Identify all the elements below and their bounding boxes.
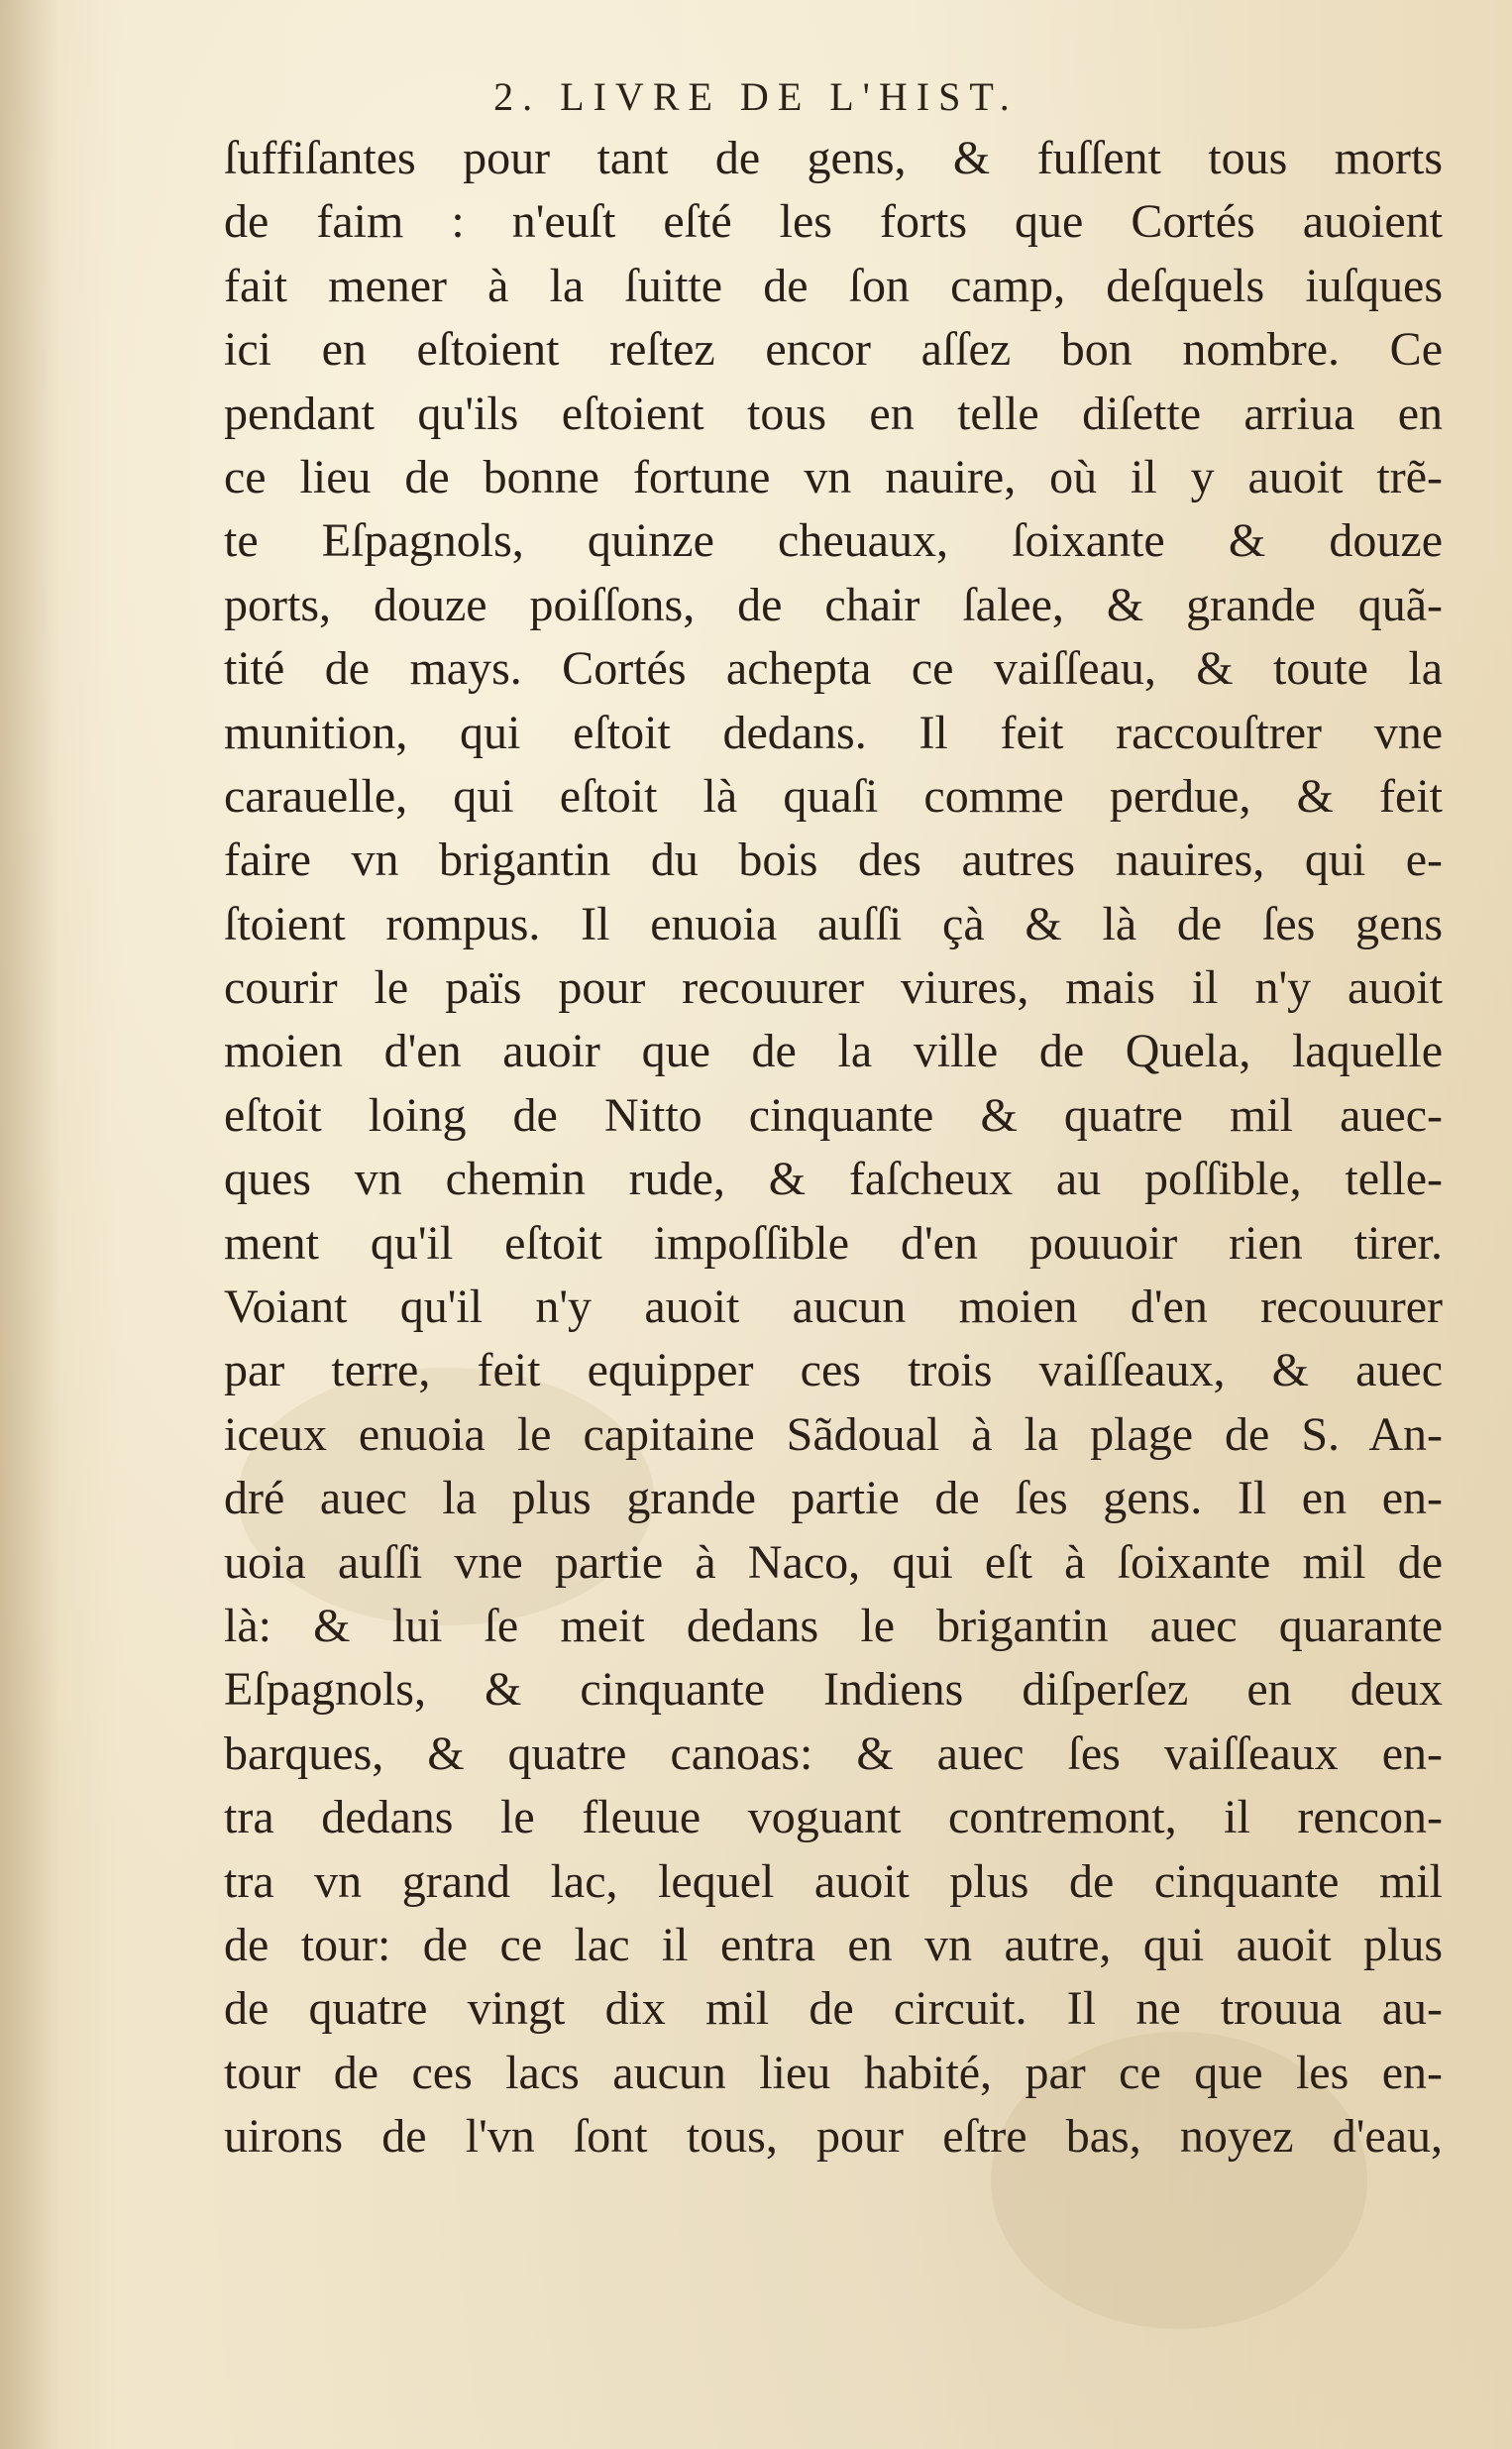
text-line: Eſpagnols, & cinquante Indiens diſperſez en deux xyxy=(224,1663,1443,1717)
text-line: ports, douze poiſſons, de chair ſalee, & grande quã- xyxy=(224,578,1443,631)
text-line: ques vn chemin rude, & faſcheux au poſſible, telle- xyxy=(224,1153,1443,1206)
text-line: de quatre vingt dix mil de circuit. Il ne trouua au- xyxy=(224,1982,1443,2036)
text-line: uirons de l'vn ſont tous, pour eſtre bas, noyez d'eau, xyxy=(224,2110,1443,2164)
text-line: barques, & quatre canoas: & auec ſes vaiſſeaux en- xyxy=(224,1726,1443,1780)
text-line: de tour: de ce lac il entra en vn autre, qui auoit plus xyxy=(224,1918,1443,1971)
text-line: dré auec la plus grande partie de ſes gens. Il en en- xyxy=(224,1472,1443,1525)
running-header: 2. LIVRE DE L'HIST. xyxy=(493,74,1019,119)
text-line: ment qu'il eſtoit impoſſible d'en pouuoir rien tirer. xyxy=(224,1216,1443,1270)
text-line: moien d'en auoir que de la ville de Quela, laquelle xyxy=(224,1025,1443,1078)
text-line: tra dedans le fleuue voguant contremont, il rencon- xyxy=(224,1791,1443,1844)
text-line: te Eſpagnols, quinze cheuaux, ſoixante & douze xyxy=(224,514,1443,568)
text-line: ici en eſtoient reſtez encor aſſez bon nombre. Ce xyxy=(224,323,1443,377)
text-line: ſuffiſantes pour tant de gens, & fuſſent tous morts xyxy=(224,132,1443,184)
text-line: Voiant qu'il n'y auoit aucun moien d'en recouurer xyxy=(224,1280,1443,1334)
text-line: iceux enuoia le capitaine Sãdoual à la plage de S. An- xyxy=(224,1407,1443,1461)
text-line: fait mener à la ſuitte de ſon camp, deſquels iuſques xyxy=(224,259,1443,312)
text-line: ce lieu de bonne fortune vn nauire, où il y auoit trẽ- xyxy=(224,450,1443,503)
text-line: de faim : n'euſt eſté les forts que Cortés auoient xyxy=(224,195,1443,249)
text-line: tité de mays. Cortés achepta ce vaiſſeau, & toute la xyxy=(224,642,1443,696)
body-text xyxy=(224,127,1443,2170)
text-line: courir le païs pour recouurer viures, mais il n'y auoit xyxy=(224,961,1443,1015)
text-line: par terre, feit equipper ces trois vaiſſeaux, & auec xyxy=(224,1344,1443,1397)
text-line: munition, qui eſtoit dedans. Il feit raccouſtrer vne xyxy=(224,706,1443,759)
text-line: uoia auſſi vne partie à Naco, qui eſt à ſoixante mil de xyxy=(224,1535,1443,1589)
text-line: eſtoit loing de Nitto cinquante & quatre mil auec- xyxy=(224,1088,1443,1142)
binding-shadow xyxy=(0,0,59,2449)
text-line: carauelle, qui eſtoit là quaſi comme perdue, & feit xyxy=(224,769,1443,823)
text-line: faire vn brigantin du bois des autres nauires, qui e- xyxy=(224,834,1443,887)
text-line: tour de ces lacs aucun lieu habité, par ce que les en- xyxy=(224,2046,1443,2099)
text-line: tra vn grand lac, lequel auoit plus de cinquante mil xyxy=(224,1854,1443,1908)
text-line: là: & lui ſe meit dedans le brigantin auec quarante xyxy=(224,1599,1443,1652)
text-line: ſtoient rompus. Il enuoia auſſi çà & là de ſes gens xyxy=(224,897,1443,950)
text-line: pendant qu'ils eſtoient tous en telle diſette arriua en xyxy=(224,387,1443,440)
